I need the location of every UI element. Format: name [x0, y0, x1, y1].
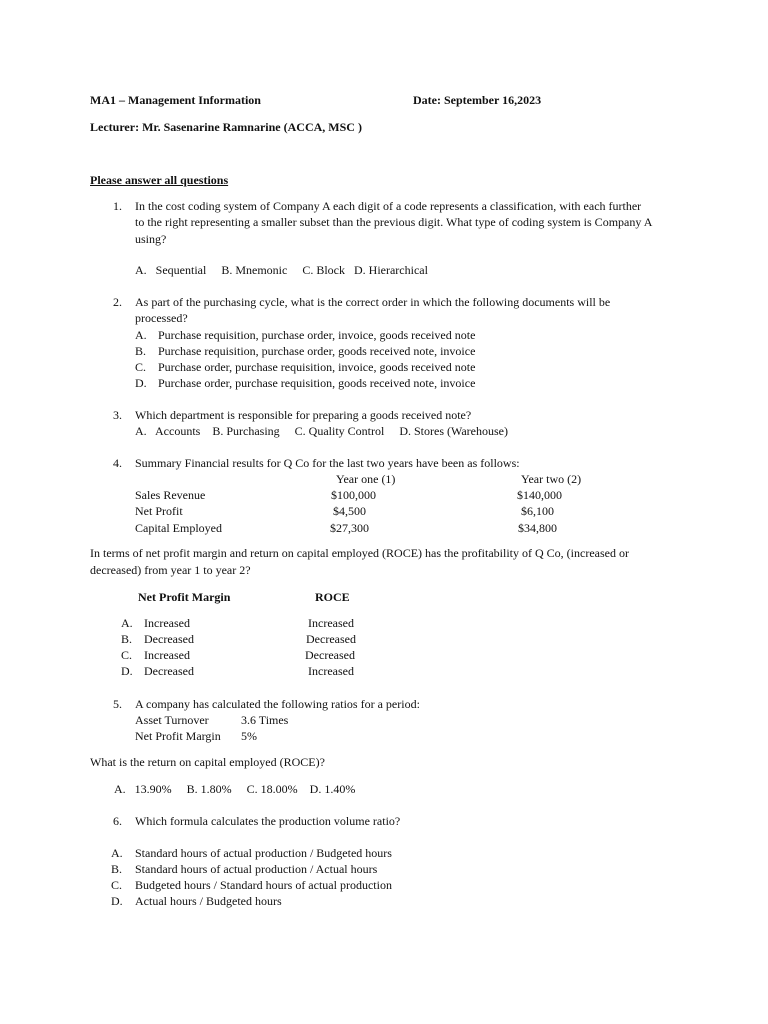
q4-answer-letter: C.	[121, 648, 133, 662]
q4-text: Summary Financial results for Q Co for the last two years have been as follows:	[135, 456, 520, 470]
q4-question-line: decreased) from year 1 to year 2?	[90, 563, 251, 577]
q2-option-text: Purchase requisition, purchase order, goods received note, invoice	[158, 344, 476, 358]
q4-number: 4.	[113, 456, 122, 470]
q5-options: A. 13.90% B. 1.80% C. 18.00% D. 1.40%	[114, 782, 356, 796]
q2-option-letter: A.	[135, 328, 147, 342]
q6-option-letter: D.	[111, 894, 123, 908]
q6-option-text: Standard hours of actual production / Budgeted hours	[135, 846, 392, 860]
q4-row-label: Sales Revenue	[135, 488, 206, 502]
q4-answer-roce: Decreased	[306, 632, 356, 646]
q4-answer-letter: B.	[121, 632, 133, 646]
q6-option-text: Actual hours / Budgeted hours	[135, 894, 282, 908]
q2-option-letter: B.	[135, 344, 147, 358]
q2-option-text: Purchase order, purchase requisition, invoice, goods received note	[158, 360, 476, 374]
q4-answer-roce: Decreased	[305, 648, 355, 662]
q1-text-line: using?	[135, 232, 167, 246]
q2-option-text: Purchase order, purchase requisition, goods received note, invoice	[158, 376, 476, 390]
q3-number: 3.	[113, 408, 122, 422]
q3-text: Which department is responsible for preparing a goods received note?	[135, 408, 472, 422]
q2-text-line: processed?	[135, 311, 188, 325]
q1-number: 1.	[113, 199, 122, 213]
q4-answer-letter: D.	[121, 664, 133, 678]
q4-col-year-one: Year one (1)	[336, 472, 396, 486]
q2-option-text: Purchase requisition, purchase order, invoice, goods received note	[158, 328, 476, 342]
q4-head-roce: ROCE	[315, 590, 350, 604]
q5-ratio-value: 5%	[241, 729, 257, 743]
q2-text-line: As part of the purchasing cycle, what is the correct order in which the following documents will be	[135, 295, 611, 309]
exam-date: Date: September 16,2023	[413, 93, 542, 107]
instructions: Please answer all questions	[90, 173, 229, 187]
q4-row-year1: $27,300	[330, 521, 369, 535]
q6-number: 6.	[113, 814, 122, 828]
q6-option-letter: C.	[111, 878, 123, 892]
q4-answer-roce: Increased	[308, 616, 354, 630]
q4-row-year2: $34,800	[518, 521, 557, 535]
q5-ratio-label: Asset Turnover	[135, 713, 209, 727]
q3-options: A. Accounts B. Purchasing C. Quality Control D. Stores (Warehouse)	[135, 424, 508, 438]
q2-option-letter: D.	[135, 376, 147, 390]
q6-option-letter: A.	[111, 846, 123, 860]
q4-row-year2: $6,100	[521, 504, 554, 518]
q5-text: A company has calculated the following ratios for a period:	[135, 697, 420, 711]
q4-row-year1: $100,000	[331, 488, 376, 502]
q4-answer-roce: Increased	[308, 664, 354, 678]
q1-text-line: to the right representing a smaller subset than the previous digit. What type of coding system is Company A	[135, 215, 653, 229]
q4-answer-npm: Decreased	[144, 664, 194, 678]
q5-number: 5.	[113, 697, 122, 711]
lecturer-line: Lecturer: Mr. Sasenarine Ramnarine (ACCA, MSC )	[90, 120, 362, 134]
q4-answer-npm: Increased	[144, 616, 190, 630]
q4-question-line: In terms of net profit margin and return on capital employed (ROCE) has the profitability of Q Co, (increased or	[90, 546, 629, 560]
q2-option-letter: C.	[135, 360, 147, 374]
q2-number: 2.	[113, 295, 122, 309]
q4-col-year-two: Year two (2)	[521, 472, 582, 486]
q1-options: A. Sequential B. Mnemonic C. Block D. Hierarchical	[135, 263, 428, 277]
q4-row-label: Capital Employed	[135, 521, 222, 535]
q1-text-line: In the cost coding system of Company A each digit of a code represents a classification, with each further	[135, 199, 642, 213]
q5-question: What is the return on capital employed (ROCE)?	[90, 755, 325, 769]
q4-row-label: Net Profit	[135, 504, 183, 518]
q6-option-text: Budgeted hours / Standard hours of actual production	[135, 878, 392, 892]
q4-head-npm: Net Profit Margin	[138, 590, 231, 604]
q5-ratio-value: 3.6 Times	[241, 713, 289, 727]
q4-row-year1: $4,500	[333, 504, 366, 518]
q4-answer-npm: Increased	[144, 648, 190, 662]
q6-option-letter: B.	[111, 862, 123, 876]
q6-option-text: Standard hours of actual production / Actual hours	[135, 862, 378, 876]
q4-answer-npm: Decreased	[144, 632, 194, 646]
q4-row-year2: $140,000	[517, 488, 562, 502]
course-title: MA1 – Management Information	[90, 93, 261, 107]
q4-answer-letter: A.	[121, 616, 133, 630]
q6-text: Which formula calculates the production volume ratio?	[135, 814, 401, 828]
q5-ratio-label: Net Profit Margin	[135, 729, 221, 743]
